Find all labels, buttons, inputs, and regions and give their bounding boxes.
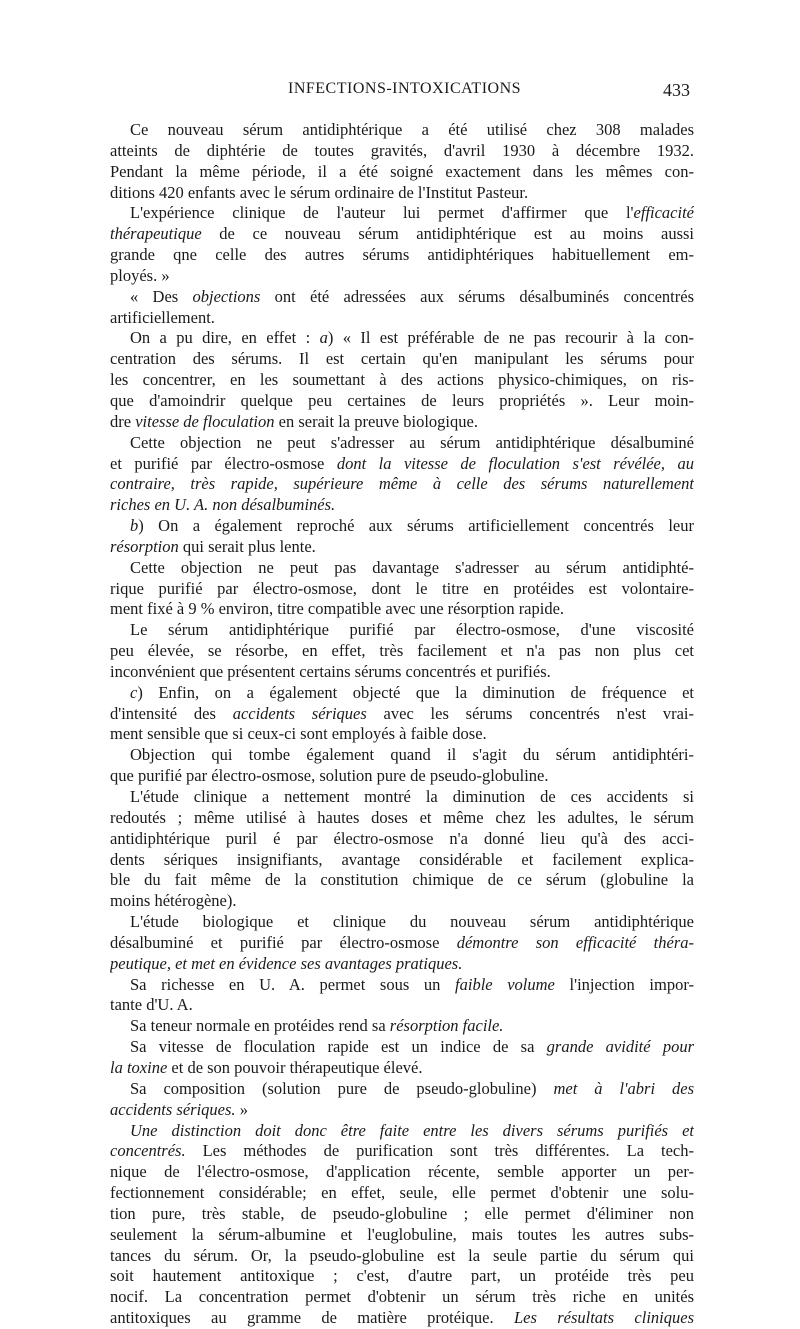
text-line [110, 954, 694, 975]
text-segment: L'étude biologique et clinique du nouveau sérum antidiphtérique [130, 912, 694, 932]
text-line [110, 245, 694, 266]
text-line [110, 1121, 694, 1142]
italic-text: accidents sériques. [110, 1099, 236, 1119]
text-segment: ditions 420 enfants avec le sérum ordinaire de l'Institut Pasteur. [110, 182, 529, 202]
text-line [110, 704, 694, 725]
text-segment: les concentrer, en les soumettant à des actions physico-chimiques, on ris- [110, 370, 694, 390]
text-segment: fectionnement considérable; en effet, seule, elle permet d'obtenir une solu- [110, 1183, 694, 1203]
text-line [110, 558, 694, 579]
text-line [110, 183, 694, 204]
italic-text: Une distinction doit donc être faite entre les divers sérums purifiés et [130, 1120, 694, 1140]
text-segment: grande qne celle des autres sérums antidiphtériques habituellement em- [110, 245, 694, 265]
italic-text: peutique, et met en évidence ses avantages pratiques. [110, 953, 463, 973]
text-segment: tante d'U. A. [110, 995, 193, 1015]
text-segment: L'étude clinique a nettement montré la diminution de ces accidents si [130, 787, 694, 806]
text-segment: tion pure, très stable, de pseudo-globuline ; elle permet d'éliminer non [110, 1203, 694, 1223]
text-segment: inconvénient que présentent certains sérums concentrés et purifiés. [110, 661, 551, 681]
text-segment: que purifié par électro-osmose, solution pure de pseudo-globuline. [110, 766, 549, 786]
italic-text: riches en U. A. non désalbuminés. [110, 495, 336, 515]
text-line [110, 1100, 694, 1121]
text-segment: » [235, 1099, 248, 1119]
text-line [110, 141, 694, 162]
text-segment: ble du fait même de la constitution chimique de ce sérum (globuline la [110, 870, 694, 890]
italic-text: accidents sériques [232, 703, 367, 723]
text-segment: Sa vitesse de floculation rapide est un indice de sa [130, 1037, 547, 1057]
text-segment: avec les sérums concentrés n'est vrai- [366, 703, 694, 723]
italic-text: faible volume [455, 974, 555, 994]
text-line [110, 266, 694, 287]
text-segment: en serait la preuve biologique. [274, 411, 478, 431]
text-line [110, 1058, 694, 1079]
text-line [110, 516, 694, 537]
text-line [110, 1162, 694, 1183]
text-segment: nocif. La concentration permet d'obtenir un sérum très riche en unités [110, 1287, 694, 1307]
page-header [110, 80, 690, 104]
italic-text: dont la vitesse de floculation s'est révélée, au [336, 453, 694, 473]
text-segment: redoutés ; même utilisé à hautes doses et même chez les adultes, le sérum [110, 807, 694, 827]
text-line [110, 599, 694, 620]
text-segment: artificiellement. [110, 307, 215, 327]
italic-text: Les résultats cliniques [513, 1308, 694, 1328]
text-segment: « Des [130, 286, 193, 306]
text-segment: et purifié par électro-osmose [110, 453, 337, 473]
text-segment: Cette objection ne peut s'adresser au sérum antidiphtérique désalbuminé [130, 432, 694, 452]
text-segment: ) « Il est préférable de ne pas recourir à la con- [327, 328, 694, 348]
text-line [110, 454, 694, 475]
text-segment: dents sériques insignifiants, avantage considérable et facilement explica- [110, 849, 694, 869]
text-line [110, 808, 694, 829]
italic-text: résorption [110, 536, 179, 556]
italic-text: c [130, 682, 138, 702]
text-segment: l'injection impor- [554, 974, 694, 994]
text-line [110, 537, 694, 558]
text-segment: de ce nouveau sérum antidiphtérique est au moins aussi [201, 224, 694, 244]
text-segment: rique purifié par électro-osmose, dont le titre en protéides est volontaire- [110, 578, 694, 598]
italic-text: thérapeutique [110, 224, 202, 244]
text-line [110, 641, 694, 662]
text-segment: ment fixé à 9 % environ, titre compatible avec une résorption rapide. [110, 599, 565, 619]
text-segment: moins hétérogène). [110, 891, 237, 911]
body-text [110, 120, 694, 1329]
text-line [110, 1287, 694, 1308]
text-segment: ployés. » [110, 265, 170, 285]
text-line [110, 391, 694, 412]
text-line [110, 766, 694, 787]
text-line [110, 203, 694, 224]
text-line [110, 891, 694, 912]
text-segment: dre [110, 411, 136, 431]
text-line [110, 683, 694, 704]
running-title: INFECTIONS-INTOXICATIONS [288, 80, 522, 97]
text-line [110, 162, 694, 183]
text-line [110, 224, 694, 245]
text-segment: seulement la sérum-albumine et l'euglobuline, mais toutes les autres subs- [110, 1224, 694, 1244]
text-segment: Ce nouveau sérum antidiphtérique a été utilisé chez 308 malades [130, 120, 694, 139]
text-segment: antidiphtérique puril é par électro-osmose n'a donné lieu qu'à des acci- [110, 828, 694, 848]
text-segment: L'expérience clinique de l'auteur lui permet d'affirmer que l' [130, 203, 634, 223]
text-line [110, 412, 694, 433]
text-line [110, 787, 694, 808]
text-line [110, 850, 694, 871]
text-segment: que d'amoindrir quelque peu certaines de leurs propriétés ». Leur moin- [110, 390, 694, 410]
italic-text: vitesse de floculation [135, 411, 275, 431]
text-segment: soit hautement antitoxique ; c'est, d'autre part, un protéide très peu [110, 1266, 694, 1286]
text-line [110, 933, 694, 954]
text-segment: peu élevée, se résorbe, en effet, très facilement et n'a pas non plus cet [110, 641, 694, 661]
text-line [110, 328, 694, 349]
text-line [110, 745, 694, 766]
text-line [110, 1079, 694, 1100]
text-segment: désalbuminé et purifié par électro-osmose [110, 932, 457, 952]
text-segment: qui serait plus lente. [178, 536, 316, 556]
text-line [110, 474, 694, 495]
text-segment: ) On a également reproché aux sérums artificiellement concentrés leur [138, 516, 694, 536]
text-line [110, 662, 694, 683]
italic-text: contraire, très rapide, supérieure même à celle des sérums naturellement [110, 474, 694, 494]
text-segment: Objection qui tombe également quand il s'agit du sérum antidiphtéri- [130, 745, 694, 765]
text-line [110, 912, 694, 933]
text-segment: ) Enfin, on a également objecté que la diminution de fréquence et [137, 682, 694, 702]
italic-text: la toxine [110, 1057, 168, 1077]
italic-text: objections [192, 286, 261, 306]
italic-text: a [319, 328, 328, 348]
text-segment: ont été adressées aux sérums désalbuminés concentrés [260, 286, 694, 306]
text-line [110, 579, 694, 600]
text-line [110, 1308, 694, 1329]
italic-text: résorption facile. [389, 1016, 504, 1036]
italic-text: concentrés. [110, 1141, 186, 1161]
text-line [110, 1266, 694, 1287]
text-segment: Pendant la même période, il a été soigné exactement dans les mêmes con- [110, 161, 694, 181]
text-segment: Le sérum antidiphtérique purifié par électro-osmose, d'une viscosité [130, 620, 694, 640]
text-line [110, 829, 694, 850]
italic-text: grande avidité pour [546, 1037, 694, 1057]
text-line [110, 724, 694, 745]
page-number: 433 [663, 80, 690, 100]
text-line [110, 349, 694, 370]
text-line [110, 995, 694, 1016]
text-segment: tances du sérum. Or, la pseudo-globuline est la seule partie du sérum qui [110, 1245, 694, 1265]
text-segment: antitoxiques au gramme de matière protéique. [110, 1308, 514, 1328]
text-segment: On a pu dire, en effet : [130, 328, 320, 348]
text-segment: nique de l'électro-osmose, d'application récente, semble apporter un per- [110, 1162, 694, 1182]
italic-text: démontre son efficacité théra- [456, 932, 694, 952]
text-line [110, 1225, 694, 1246]
text-line [110, 620, 694, 641]
text-segment: Sa composition (solution pure de pseudo-globuline) [130, 1078, 554, 1098]
text-segment: Sa richesse en U. A. permet sous un [130, 974, 456, 994]
text-line [110, 1204, 694, 1225]
text-segment: Sa teneur normale en protéides rend sa [130, 1016, 390, 1036]
italic-text: met à l'abri des [553, 1078, 694, 1098]
text-line [110, 870, 694, 891]
text-segment: d'intensité des [110, 703, 233, 723]
italic-text: efficacité [633, 203, 694, 223]
text-line [110, 1037, 694, 1058]
text-line [110, 1183, 694, 1204]
text-line [110, 1246, 694, 1267]
text-line [110, 308, 694, 329]
text-line [110, 495, 694, 516]
text-line [110, 120, 694, 141]
text-line [110, 287, 694, 308]
text-line [110, 975, 694, 996]
italic-text: b [130, 516, 139, 536]
text-line [110, 1141, 694, 1162]
text-segment: centration des sérums. Il est certain qu'en manipulant les sérums pour [110, 349, 694, 369]
text-segment: atteints de diphtérie de toutes gravités, d'avril 1930 à décembre 1932. [110, 140, 694, 160]
text-segment: Les méthodes de purification sont très différentes. La tech- [185, 1141, 694, 1161]
text-segment: ment sensible que si ceux-ci sont employés à faible dose. [110, 724, 487, 744]
text-line [110, 1016, 694, 1037]
text-line [110, 433, 694, 454]
text-segment: et de son pouvoir thérapeutique élevé. [167, 1057, 423, 1077]
text-segment: Cette objection ne peut pas davantage s'adresser au sérum antidiphté- [130, 557, 694, 577]
text-line [110, 370, 694, 391]
